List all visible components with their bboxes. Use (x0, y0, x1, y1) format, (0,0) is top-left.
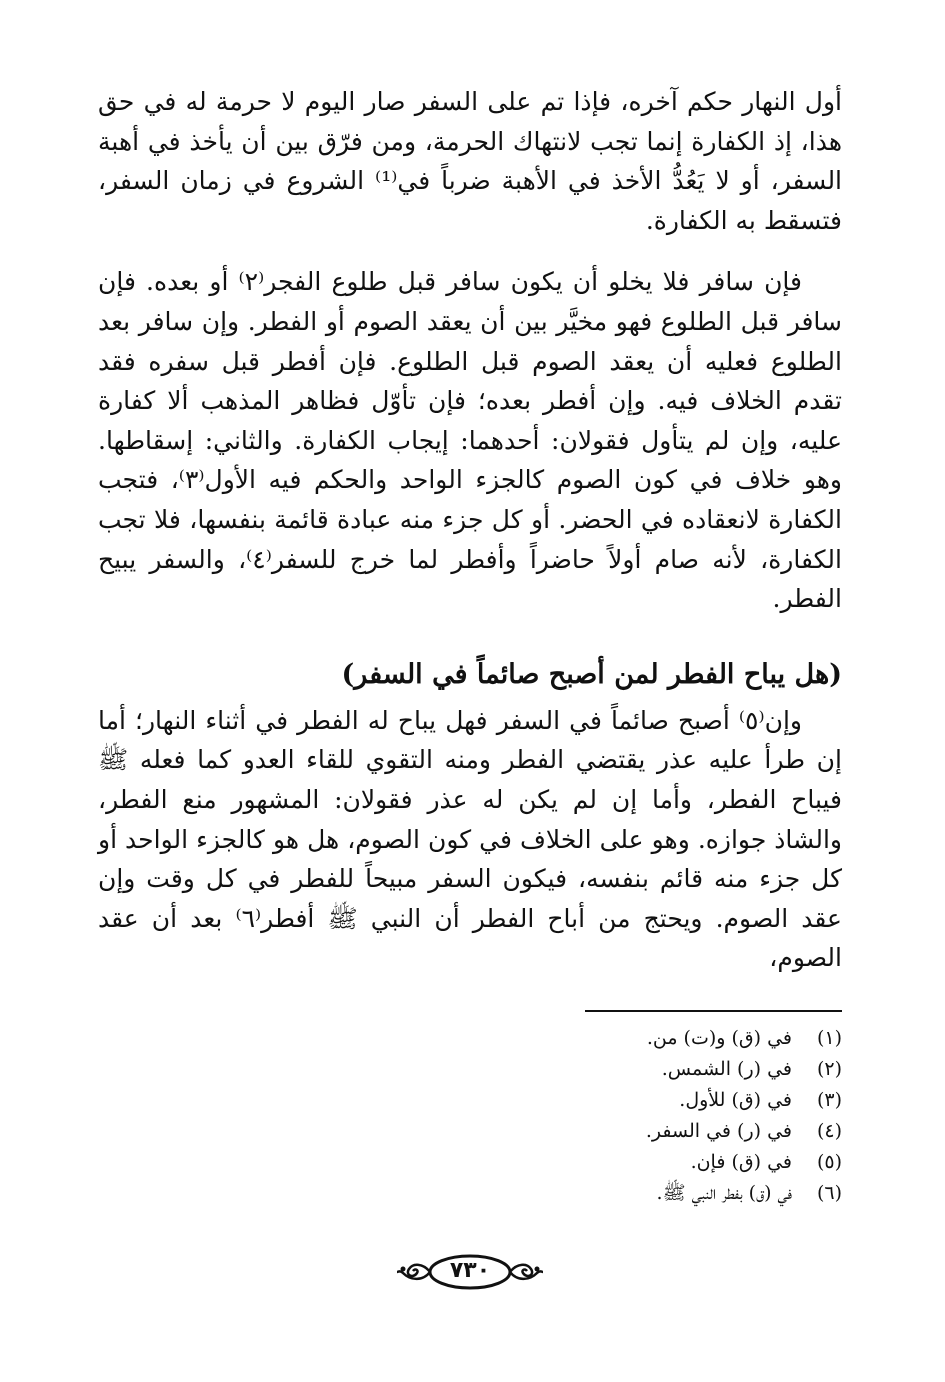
footnote-text: في (ق) بفطر النبي ﷺ. (656, 1182, 792, 1204)
paragraph-3: وإن⁽٥⁾ أصبح صائماً في السفر فهل يباح له الفطر في أثناء النهار؛ أما إن طرأ عليه عذر يقتضي الفطر ومنه التقوي للقاء العدو كما فعله ﷺ فيباح الفطر، وأما إن لم يكن له عذر فقولان: المشهور منع الفطر، والشاذ جوازه. وهو على الخلاف في كون الصوم، هل هو كالجزء الواحد أو كل جزء منه قائم بنفسه، فيكون السفر مبيحاً للفطر في كل وقت وإن عقد الصوم. ويحتج من أباح الفطر أن النبي ﷺ أفطر⁽٦⁾ بعد أن عقد الصوم، (98, 705, 842, 973)
footnote-number: (١) (816, 1027, 842, 1049)
footnote-divider (585, 1010, 842, 1012)
footnote-item (282, 1085, 842, 1116)
page-number-ornament (395, 1251, 545, 1293)
paragraph-1: أول النهار حكم آخره، فإذا تم على السفر صار اليوم لا حرمة له في حق هذا، إذ الكفارة إنما تجب لانتهاك الحرمة، ومن فرّق بين أن يأخذ في أهبة السفر، أو لا يَعُدُّ الأخذ في الأهبة ضرباً في⁽¹⁾ الشروع في زمان السفر، فتسقط به الكفارة. (98, 87, 843, 235)
footnote-item (282, 1116, 842, 1147)
footnote-text: في (ر) الشمس. (661, 1058, 792, 1080)
footnote-number: (٣) (816, 1089, 842, 1111)
footnote-number: (٥) (816, 1151, 842, 1173)
footnote-text: في (ر) في السفر. (645, 1120, 792, 1142)
section-heading: (هل يباح الفطر لمن أصبح صائماً في السفر) (341, 658, 842, 690)
footnotes (282, 1023, 842, 1209)
footnote-item (282, 1147, 842, 1178)
footnote-item (282, 1054, 842, 1085)
footnote-item (282, 1023, 842, 1054)
footnote-number: (٢) (816, 1058, 842, 1080)
footnote-number: (٦) (816, 1182, 842, 1204)
page-body (98, 82, 842, 978)
page-number: ٧٣٠ (449, 1258, 491, 1283)
footnote-text: في (ق) و(ت) من. (646, 1027, 792, 1049)
footnote-item (282, 1178, 842, 1209)
footnote-text: في (ق) فإن. (690, 1151, 792, 1173)
footnote-number: (٤) (816, 1120, 842, 1142)
footnote-text: في (ق) للأول. (679, 1089, 792, 1111)
paragraph-2: فإن سافر فلا يخلو أن يكون سافر قبل طلوع الفجر⁽٢⁾ أو بعده. فإن سافر قبل الطلوع فهو مخيَّر بين أن يعقد الصوم أو الفطر. وإن سافر بعد الطلوع فعليه أن يعقد الصوم قبل الطلوع. فإن أفطر قبل سفره فقد تقدم الخلاف فيه. وإن أفطر بعده؛ فإن تأوّل فظاهر المذهب ألا كفارة عليه، وإن لم يتأول فقولان: أحدهما: إيجاب الكفارة. والثاني: إسقاطها. وهو خلاف في كون الصوم كالجزء الواحد والحكم فيه الأول⁽٣⁾، فتجب الكفارة لانعقاده في الحضر. أو كل جزء منه عبادة قائمة بنفسها، فلا تجب الكفارة، لأنه صام أولاً حاضراً وأفطر لما خرج للسفر⁽٤⁾، والسفر يبيح الفطر. (98, 267, 842, 614)
